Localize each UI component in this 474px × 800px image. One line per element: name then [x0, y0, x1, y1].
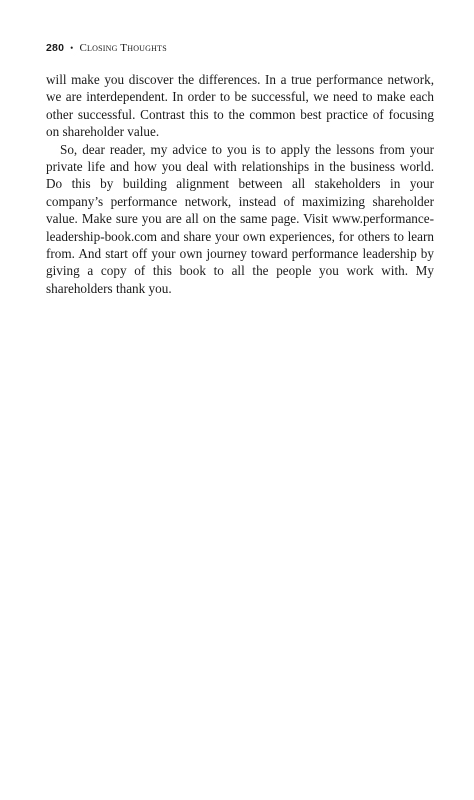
body-text [46, 71, 434, 297]
paragraph-advice: So, dear reader, my advice to you is to apply the lessons from your private life and how you deal with relationships in the business world. Do this by building alignment between all stakeholders in your company’s performance network, instead of maximizing shareholder value. Make sure you are all on the same page. Visit www.performance-leadership-book.com and share your own experiences, for others to learn from. And start off your own journey toward performance leadership by giving a copy of this book to all the people you work with. My shareholders thank you. [46, 141, 434, 296]
chapter-title: Closing Thoughts [79, 42, 167, 54]
page-number: 280 [46, 42, 65, 54]
bullet-separator: • [70, 43, 74, 53]
paragraph-continued: will make you discover the differences. In a true performance network, we are interdependent. In order to be successful, we need to make each other successful. Contrast this to the common best practice of focusing on shareholder value. [46, 72, 434, 140]
running-head [46, 41, 167, 56]
